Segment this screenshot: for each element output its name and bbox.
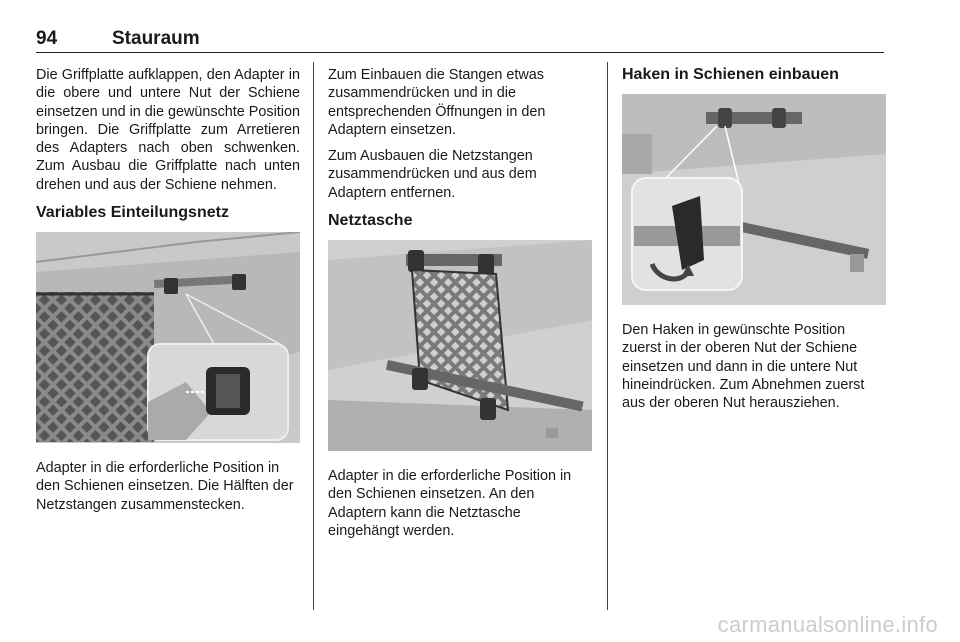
removal-paragraph: Zum Ausbauen die Netzstangen zusammendrücken und aus dem Adaptern entfernen. [328,148,537,201]
intro-paragraph: Die Griffplatte aufklappen, den Adapter in die obere und untere Nut der Schiene einsetzen und in die gewünschte Position bringen. Die Griffplatte zum Arretieren des Adapters nach oben schwenken. Zum Ausbau die Griffplatte nach unten drehen und aus der Schiene nehmen. [36,67,301,193]
illustration-hook [622,94,886,305]
install-paragraph: Zum Einbauen die Stangen etwas zusammendrücken und in die entsprechenden Öffnungen in den Adaptern einsetzen. [328,67,546,138]
caption-einteilungsnetz: Adapter in die erforderliche Position in den Schienen einsetzen. Die Hälften der Netzstangen zusammenstecken. [36,460,294,513]
column-2 [328,66,592,548]
illustration-net-pocket [328,240,592,451]
watermark-text: carmanualsonline.info [717,612,938,637]
hook-drawing [622,94,886,305]
net-pocket-drawing [328,240,592,451]
section-heading-einteilungsnetz: Variables Einteilungsnetz [36,204,229,222]
illustration-divider-net [36,232,300,443]
divider-net-drawing [36,232,300,443]
column-divider-left [313,62,314,610]
column-divider-right [607,62,608,610]
caption-haken: Den Haken in gewünschte Position zuerst in der oberen Nut der Schiene einsetzen und dann in die untere Nut hineindrücken. Zum Abnehmen zuerst aus der oberen Nut herausziehen. [622,322,865,412]
page-header [36,28,884,53]
caption-netztasche: Adapter in die erforderliche Position in den Schienen einsetzen. An den Adaptern kann die Netztasche eingehängt werden. [328,468,572,539]
column-1 [36,66,300,522]
page-number: 94 [36,28,58,49]
section-heading-netztasche: Netztasche [328,212,413,230]
page-title: Stauraum [112,28,200,49]
column-3 [622,66,886,420]
section-heading-haken: Haken in Schienen einbauen [622,66,839,83]
